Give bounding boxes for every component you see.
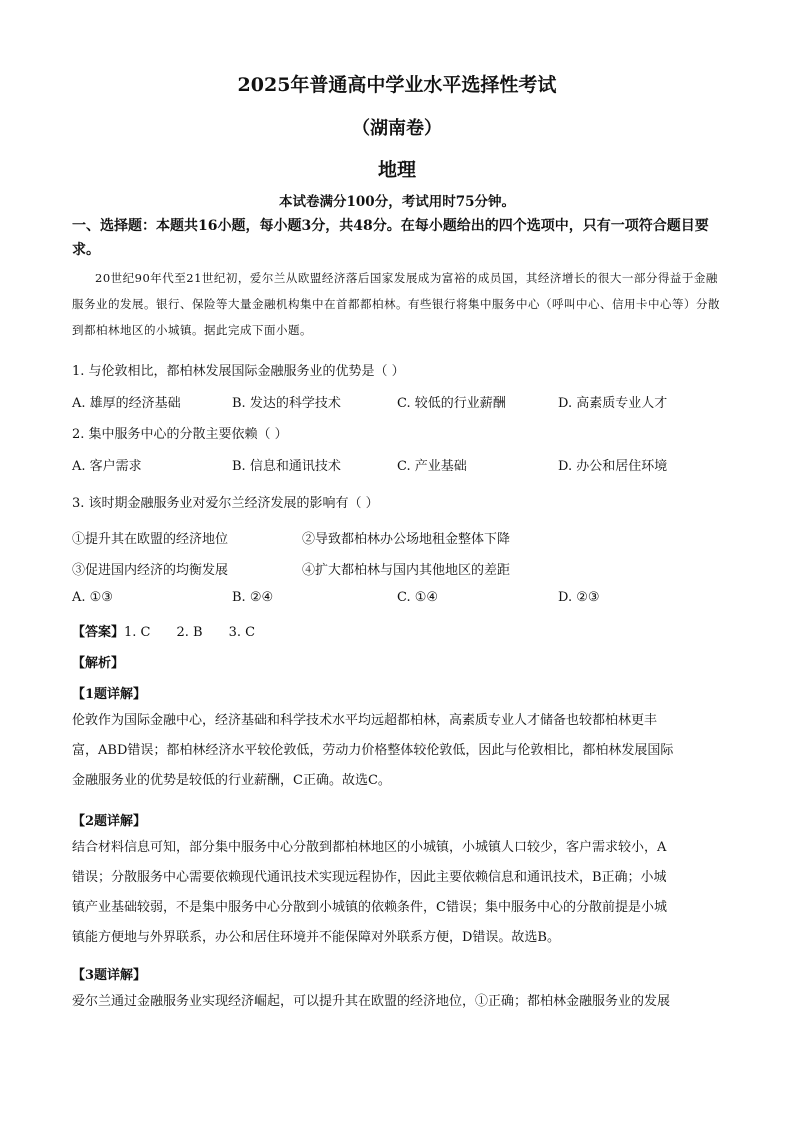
detail-2-line-3: 镇产业基础较弱，不是集中服务中心分散到小城镇的依赖条件，C错误；集中服务中心的分散前提是小城 <box>72 900 667 915</box>
answer-1: 1. C <box>124 625 151 640</box>
answer-3: 3. C <box>228 625 256 640</box>
analysis-label: 【解析】 <box>72 656 125 671</box>
question-3-option-d: D. ②③ <box>558 590 600 605</box>
detail-3-text <box>72 987 722 1017</box>
detail-3-line-1: 爱尔兰通过金融服务业实现经济崛起，可以提升其在欧盟的经济地位，①正确；都柏林金融服务业的发展 <box>72 994 671 1009</box>
detail-2-label: 【2题详解】 <box>72 814 147 829</box>
detail-2-line-4: 镇能方便地与外界联系，办公和居住环境并不能保障对外联系方便，D错误。故选B。 <box>72 930 560 945</box>
question-2-option-d: D. 办公和居住环境 <box>558 459 668 474</box>
question-2-stem: 2. 集中服务中心的分散主要依赖（ ） <box>72 427 288 442</box>
question-1-option-c: C. 较低的行业薪酬 <box>397 396 506 411</box>
exam-note: 本试卷满分100分，考试用时75分钟。 <box>279 194 515 210</box>
question-1-option-b: B. 发达的科学技术 <box>232 396 341 411</box>
section-heading: 一、选择题：本题共16小题，每小题3分，共48分。在每小题给出的四个选项中，只有一项符合题目要求。 <box>72 218 709 258</box>
detail-2-line-1: 结合材料信息可知，部分集中服务中心分散到都柏林地区的小城镇，小城镇人口较少，客户需求较小，A <box>72 840 667 855</box>
answer-label: 【答案】 <box>72 625 125 640</box>
detail-2-text <box>72 833 722 953</box>
question-3-statement-4: ④扩大都柏林与国内其他地区的差距 <box>302 563 511 578</box>
question-2-option-a: A. 客户需求 <box>72 459 142 474</box>
detail-1-line-1: 伦敦作为国际金融中心，经济基础和科学技术水平均远超都柏林，高素质专业人才储备也较都柏林更丰 <box>72 713 658 728</box>
question-1-option-d: D. 高素质专业人才 <box>558 396 668 411</box>
question-1-stem: 1. 与伦敦相比，都柏林发展国际金融服务业的优势是（ ） <box>72 364 405 379</box>
exam-subject: 地理 <box>377 159 416 181</box>
question-3-option-a: A. ①③ <box>72 590 113 605</box>
question-2-option-b: B. 信息和通讯技术 <box>232 459 341 474</box>
exam-province: （湖南卷） <box>352 118 442 139</box>
question-3-statement-2: ②导致都柏林办公场地租金整体下降 <box>302 532 511 547</box>
detail-1-label: 【1题详解】 <box>72 687 147 702</box>
answer-line <box>72 621 255 640</box>
question-3-option-b: B. ②④ <box>232 590 274 605</box>
detail-1-line-3: 金融服务业的优势是较低的行业薪酬，C正确。故选C。 <box>72 773 391 788</box>
question-3-statement-3: ③促进国内经济的均衡发展 <box>72 563 229 578</box>
exam-title: 2025年普通高中学业水平选择性考试 <box>237 74 557 96</box>
question-1-option-a: A. 雄厚的经济基础 <box>72 396 181 411</box>
detail-2-line-2: 错误；分散服务中心需要依赖现代通讯技术实现远程协作，因此主要依赖信息和通讯技术，B正确；小城 <box>72 870 667 885</box>
detail-1-line-2: 富，ABD错误；都柏林经济水平较伦敦低，劳动力价格整体较伦敦低，因此与伦敦相比，都柏林发展国际 <box>72 743 674 758</box>
detail-3-label: 【3题详解】 <box>72 968 147 983</box>
question-3-option-c: C. ①④ <box>397 590 439 605</box>
answer-2: 2. B <box>176 625 203 640</box>
question-2-option-c: C. 产业基础 <box>397 459 467 474</box>
question-3-statement-1: ①提升其在欧盟的经济地位 <box>72 532 229 547</box>
material-passage: 20世纪90年代至21世纪初，爱尔兰从欧盟经济落后国家发展成为富裕的成员国，其经济增长的很大一部分得益于金融服务业的发展。银行、保险等大量金融机构集中在首都都柏林。有些银行将集中服务中心（呼叫中心、信用卡中心等）分散到都柏林地区的小城镇。据此完成下面小题。 <box>72 271 720 337</box>
detail-1-text <box>72 706 722 796</box>
question-3-stem: 3. 该时期金融服务业对爱尔兰经济发展的影响有（ ） <box>72 496 379 511</box>
